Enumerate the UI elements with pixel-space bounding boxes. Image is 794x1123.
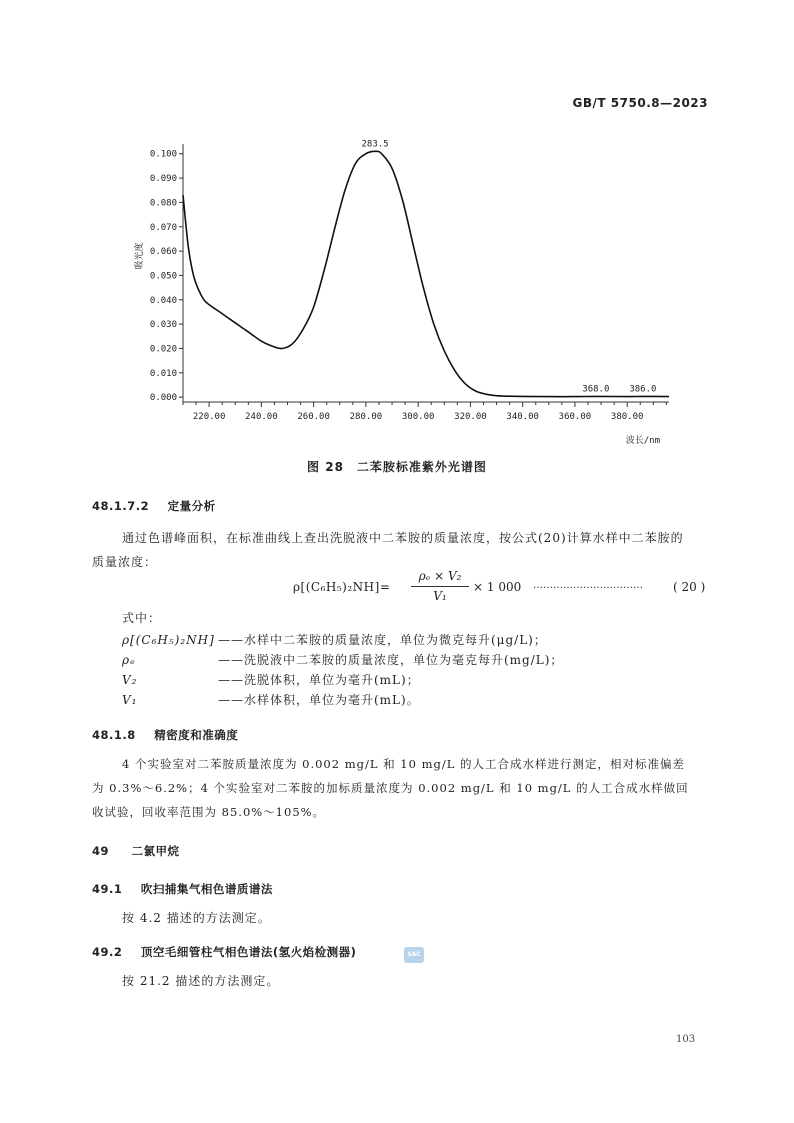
x-tick-label: 360.00 [558, 412, 592, 422]
equation-number: ( 20 ) [673, 580, 706, 594]
section-heading-48-1-7-2 [92, 498, 216, 514]
formula-rhs: × 1 000 [473, 580, 522, 594]
section-number: 48.1.7.2 [92, 499, 150, 513]
symbol: V₁ [122, 693, 138, 707]
x-tick-label: 280.00 [349, 412, 383, 422]
y-tick-label: 0.080 [149, 198, 177, 209]
spectrum-series-line [183, 151, 669, 396]
paragraph-line: 质量浓度： [92, 555, 158, 569]
uv-spectrum-chart [120, 136, 690, 456]
symbol-row [122, 648, 722, 668]
peak-annotation-label: 283.5 [361, 139, 389, 150]
y-tick-label: 0.050 [149, 271, 177, 282]
x-tick-label: 340.00 [506, 412, 539, 422]
paragraph-line: 按 4.2 描述的方法测定。 [122, 911, 271, 925]
x-tick-label: 240.00 [245, 412, 278, 422]
paragraph-line: 为 0.3%～6.2%；4 个实验室对二苯胺的加标质量浓度为 0.002 mg/L 和 10 mg/L 的人工合成水样做回 [92, 781, 689, 795]
symbol: ρ[(C₆H₅)₂NH] [122, 633, 215, 647]
paragraph-line: 收试验，回收率范围为 85.0%～105%。 [92, 805, 326, 819]
standard-code-header: GB/T 5750.8—2023 [572, 96, 708, 110]
section-heading-49 [92, 843, 180, 859]
symbol: ρₑ [122, 653, 136, 667]
y-tick-label: 0.000 [149, 393, 177, 404]
x-tick-label: 260.00 [297, 412, 330, 422]
y-tick-label: 0.030 [149, 320, 177, 331]
symbol-description: ——水样中二苯胺的质量浓度，单位为微克每升(μg/L)； [218, 633, 547, 647]
page-number: 103 [676, 1034, 696, 1045]
symbol-description: ——水样体积，单位为毫升(mL)。 [218, 693, 420, 707]
y-tick-label: 0.010 [149, 368, 177, 379]
x-axis-label: 波长/nm [625, 436, 660, 446]
section-heading-49-1 [92, 881, 273, 897]
section-title: 精密度和准确度 [154, 728, 239, 742]
section-number: 49.1 [92, 882, 123, 896]
section-heading-48-1-8 [92, 727, 238, 743]
figure-caption: 图 28 二苯胺标准紫外光谱图 [307, 460, 487, 474]
formula-denominator: V₁ [433, 589, 447, 603]
paragraph-line: 4 个实验室对二苯胺质量浓度为 0.002 mg/L 和 10 mg/L 的人工合成水样进行测定，相对标准偏差 [122, 757, 686, 771]
y-tick-label: 0.070 [149, 222, 177, 233]
section-number: 49 [92, 844, 110, 858]
x-tick-label: 220.00 [192, 412, 226, 422]
symbol: V₂ [122, 673, 138, 687]
y-tick-label: 0.020 [149, 344, 177, 355]
x-tick-label: 300.00 [401, 412, 435, 422]
symbol-description: ——洗脱体积，单位为毫升(mL)； [218, 673, 420, 687]
symbol-list [122, 628, 722, 708]
paragraph-line: 按 21.2 描述的方法测定。 [122, 974, 280, 988]
symbol-row [122, 628, 722, 648]
paragraph-line: 通过色谱峰面积，在标准曲线上查出洗脱液中二苯胺的质量浓度，按公式(20)计算水样中二苯胺的 [122, 531, 684, 545]
section-title: 定量分析 [167, 499, 216, 513]
section-number: 49.2 [92, 945, 123, 959]
x-tick-label: 320.00 [454, 412, 487, 422]
section-number: 48.1.8 [92, 728, 136, 742]
section-title: 吹扫捕集气相色谱质谱法 [140, 882, 273, 896]
formula-20 [293, 571, 713, 607]
section-title: 二氯甲烷 [131, 844, 180, 858]
x-tick-label: 380.00 [610, 412, 644, 422]
formula-numerator: ρₑ × V₂ [418, 569, 462, 583]
y-tick-label: 0.060 [149, 247, 177, 258]
y-axis-label: 吸光度 [135, 242, 145, 270]
peak-annotation-label: 368.0 [582, 384, 610, 395]
symbol-description: ——洗脱液中二苯胺的质量浓度，单位为毫克每升(mg/L)； [218, 653, 564, 667]
symbol-row [122, 668, 722, 688]
where-title: 式中： [122, 611, 162, 625]
y-tick-label: 0.100 [149, 149, 177, 160]
section-title: 顶空毛细管柱气相色谱法(氢火焰检测器) [140, 945, 357, 959]
peak-annotation-label: 386.0 [629, 384, 657, 395]
symbol-row [122, 688, 722, 708]
sac-watermark-logo: SAC [404, 947, 424, 963]
section-heading-49-2 [92, 944, 356, 960]
fraction-bar [411, 586, 469, 587]
leader-dots: …………………………… [533, 580, 643, 591]
y-tick-label: 0.040 [149, 295, 177, 306]
y-tick-label: 0.090 [149, 174, 177, 185]
formula-lhs: ρ[(C₆H₅)₂NH]= [293, 580, 391, 594]
